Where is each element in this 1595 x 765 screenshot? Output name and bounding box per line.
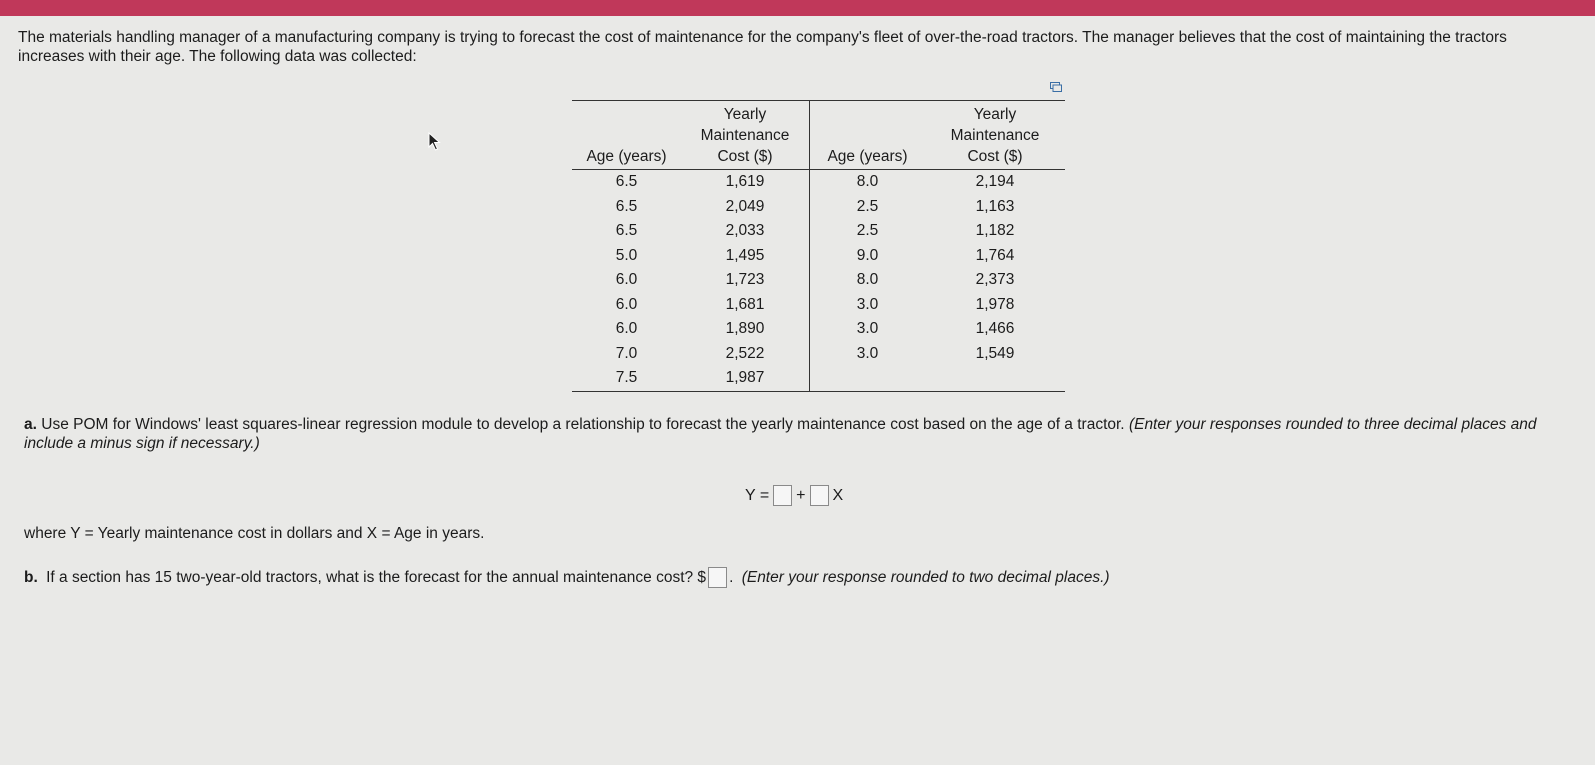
table-row xyxy=(572,170,1065,195)
problem-intro: The materials handling manager of a manufacturing company is trying to forecast the cost of maintenance for the company's fleet of over-the-road tractors. The manager believes that the cost of maintaining the tractors increases with their age. The following data was collected: xyxy=(18,29,1507,65)
age-cell: 3.0 xyxy=(810,317,926,342)
question-a xyxy=(24,415,1564,453)
cost-cell: 2,194 xyxy=(975,173,1015,191)
equation-lhs: Y = xyxy=(745,486,770,504)
cost-cell: 1,466 xyxy=(975,320,1015,338)
copy-table-icon[interactable] xyxy=(1050,82,1062,92)
header-cost-2-line1: Yearly xyxy=(973,106,1017,123)
table-row xyxy=(572,244,1065,269)
age-cell: 6.0 xyxy=(615,320,638,338)
regression-equation xyxy=(745,485,843,506)
header-cost-1-line3: Cost ($) xyxy=(717,148,773,165)
question-b xyxy=(24,567,1110,588)
question-b-period: . xyxy=(729,568,734,586)
variable-definition: where Y = Yearly maintenance cost in dollars and X = Age in years. xyxy=(24,525,485,542)
question-b-text: If a section has 15 two-year-old tractors, what is the forecast for the annual maintenance cost? $ xyxy=(46,568,707,586)
header-cost-2-line3: Cost ($) xyxy=(967,148,1023,165)
equation-plus: + xyxy=(796,486,806,504)
age-cell: 6.5 xyxy=(615,197,638,215)
equation-x: X xyxy=(832,486,844,504)
forecast-cost-input[interactable] xyxy=(708,567,727,588)
cost-cell xyxy=(925,366,1065,391)
header-age-2: Age (years) xyxy=(810,101,926,170)
age-cell: 8.0 xyxy=(810,268,926,293)
header-cost-2-line2: Maintenance xyxy=(950,127,1040,144)
age-cell: 3.0 xyxy=(810,293,926,318)
cost-cell: 1,764 xyxy=(975,246,1015,264)
question-a-label: a. xyxy=(24,416,37,433)
header-cost-1 xyxy=(681,101,810,170)
cost-cell: 1,163 xyxy=(975,197,1015,215)
table-row xyxy=(572,219,1065,244)
age-cell: 2.5 xyxy=(810,195,926,220)
age-cell: 3.0 xyxy=(810,342,926,367)
header-cost-2 xyxy=(925,101,1065,170)
intercept-input[interactable] xyxy=(773,485,792,506)
cost-cell: 1,723 xyxy=(725,271,765,289)
cost-cell: 1,987 xyxy=(725,369,765,387)
age-cell: 6.5 xyxy=(615,222,638,240)
age-cell: 8.0 xyxy=(810,170,926,195)
age-cell: 6.0 xyxy=(615,271,638,289)
age-cell: 7.0 xyxy=(615,344,638,362)
header-cost-1-line2: Maintenance xyxy=(700,127,790,144)
age-cell: 5.0 xyxy=(615,246,638,264)
age-cell: 9.0 xyxy=(810,244,926,269)
header-age-1: Age (years) xyxy=(572,101,681,170)
age-cell: 7.5 xyxy=(615,369,638,387)
cost-cell: 2,522 xyxy=(725,344,765,362)
cost-cell: 1,619 xyxy=(725,173,765,191)
table-row xyxy=(572,366,1065,391)
table-row xyxy=(572,342,1065,367)
cost-cell: 1,495 xyxy=(725,246,765,264)
mouse-pointer-icon xyxy=(428,132,442,152)
cost-cell: 1,681 xyxy=(725,295,765,313)
question-a-text: Use POM for Windows' least squares-linear regression module to develop a relationship to forecast the yearly maintenance cost based on the age of a tractor. xyxy=(41,416,1125,433)
table-row xyxy=(572,317,1065,342)
age-cell: 6.0 xyxy=(615,295,638,313)
age-cell: 6.5 xyxy=(615,173,638,191)
cost-cell: 2,373 xyxy=(975,271,1015,289)
table-row xyxy=(572,268,1065,293)
table-header-row xyxy=(572,101,1065,170)
table-row xyxy=(572,293,1065,318)
cost-cell: 2,033 xyxy=(725,222,765,240)
table-row xyxy=(572,195,1065,220)
cost-cell: 1,978 xyxy=(975,295,1015,313)
cost-cell: 1,182 xyxy=(975,222,1015,240)
age-cell xyxy=(810,366,926,391)
age-cell: 2.5 xyxy=(810,219,926,244)
header-cost-1-line1: Yearly xyxy=(723,106,767,123)
question-b-hint: (Enter your response rounded to two decimal places.) xyxy=(741,568,1110,586)
data-table xyxy=(572,100,1065,392)
question-b-label: b. xyxy=(24,568,38,586)
cost-cell: 1,890 xyxy=(725,320,765,338)
top-accent-bar xyxy=(0,0,1595,16)
cost-cell: 1,549 xyxy=(975,344,1015,362)
question-a-hint: (Enter your responses rounded to three decimal places and include a minus sign if necessary.) xyxy=(24,416,1537,452)
cost-cell: 2,049 xyxy=(725,197,765,215)
slope-input[interactable] xyxy=(810,485,829,506)
